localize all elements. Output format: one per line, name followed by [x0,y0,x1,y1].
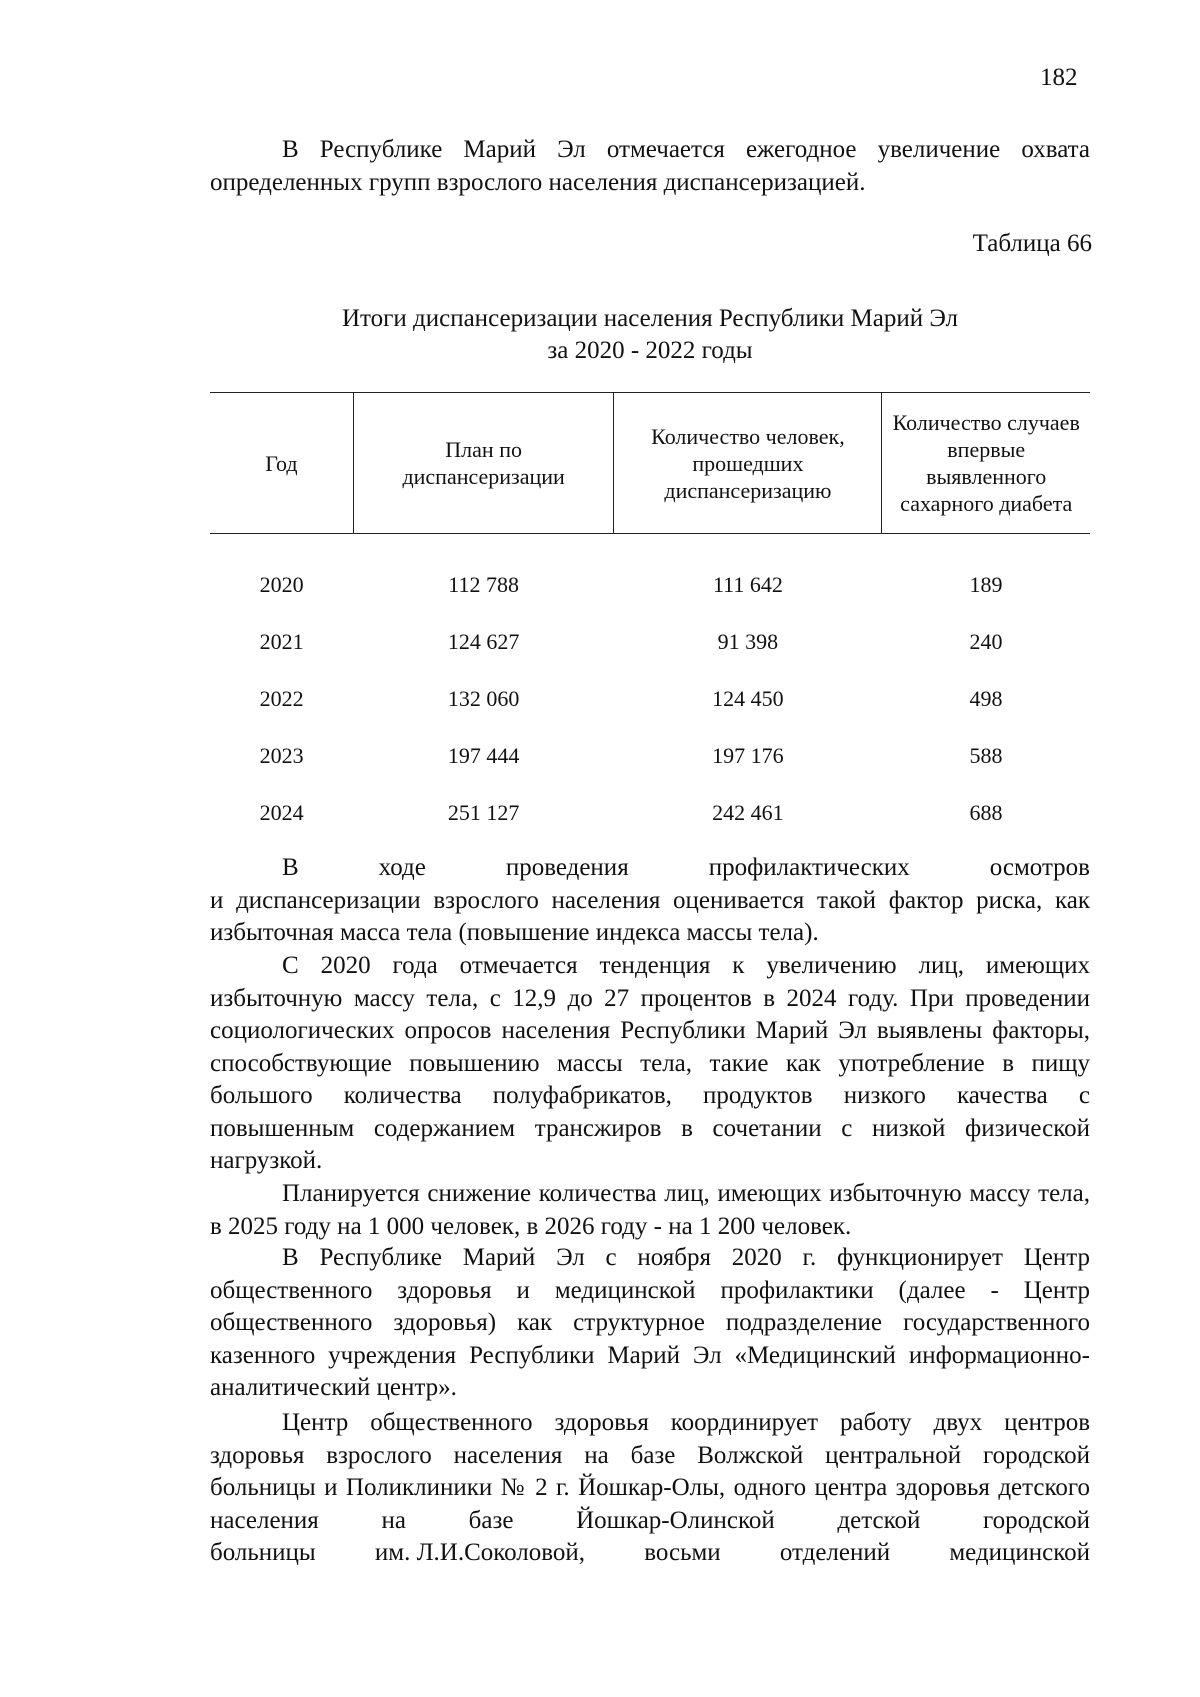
cell-cases: 588 [969,743,1003,768]
paragraph-rest: и диспансеризации взрослого населения оценивается такой фактор риска, как избыточная масса тела (повышение индекса массы тела). [210,886,1090,946]
cell-cases: 498 [969,686,1003,711]
page-number: 182 [1040,64,1078,91]
cell-cases: 240 [969,629,1003,654]
cell-passed: 111 642 [712,572,783,597]
word: медицинской [949,1539,1090,1566]
cell-cases: 189 [969,572,1003,597]
paragraph-first-line [210,852,1090,885]
header-cases: Количество случаев впервые выявленного сахарного диабета [882,393,1090,534]
table-row [210,534,1090,614]
cell-plan: 251 127 [447,800,520,825]
results-table [210,392,1090,841]
cell-plan: 197 444 [447,743,520,768]
paragraph-center [210,1242,1090,1405]
word: профилактических [708,854,910,881]
cell-passed: 124 450 [712,686,784,711]
paragraph-text: Центр общественного здоровья координирует работу двух центров здоровья взрослого населения на базе Волжской центральной городской больницы и Поликлиники № 2 г. Йошкар-Олы, одного центра здоровья детского населения на базе Йошкар-Олинской детской городской [210,1409,1090,1534]
cell-passed: 91 398 [717,629,779,654]
cell-plan: 112 788 [448,572,519,597]
table-row [210,727,1090,784]
intro-paragraph [210,134,1090,199]
cell-plan: 132 060 [447,686,520,711]
paragraph-risk-factor [210,852,1090,950]
table-row [210,613,1090,670]
word: больницы [210,1539,316,1566]
cell-year: 2024 [259,800,304,825]
cell-year: 2021 [259,629,304,654]
paragraph-text: В Республике Марий Эл с ноября 2020 г. функционирует Центр общественного здоровья и медицинской профилактики (далее - Центр общественного здоровья) как структурное подразделение государственного казенного учреждения Республики Марий Эл «Медицинский информационно-аналитический центр». [210,1244,1090,1401]
table-row [210,784,1090,841]
paragraph-trend [210,950,1090,1178]
intro-text: В Республике Марий Эл отмечается ежегодное увеличение охвата определенных групп взрослого населения диспансеризацией. [210,136,1090,196]
word: осмотров [989,854,1090,881]
table-header-row [210,393,1090,534]
word: ходе [378,854,426,881]
table-title-line2: за 2020 - 2022 годы [547,337,753,364]
table-title-line1: Итоги диспансеризации населения Республики Марий Эл [341,305,958,332]
word: проведения [505,854,629,881]
word: восьми [644,1539,721,1566]
cell-passed: 197 176 [712,743,784,768]
paragraph-last-line [210,1537,1090,1570]
cell-cases: 688 [969,800,1003,825]
word: В [282,854,299,881]
cell-plan: 124 627 [447,629,520,654]
paragraph-text: Планируется снижение количества лиц, имеющих избыточную массу тела, в 2025 году на 1 000 человек, в 2026 году - на 1 200 человек. [210,1180,1090,1240]
table-title [210,303,1090,367]
cell-year: 2022 [259,686,304,711]
paragraph-text: С 2020 года отмечается тенденция к увеличению лиц, имеющих избыточную массу тела, с 12,9 до 27 процентов в 2024 году. При проведении социологических опросов населения Республики Марий Эл выявлены факторы, способствующие повышению массы тела, такие как употребление в пищу большого количества полуфабрикатов, продуктов низкого качества с повышенным содержанием трансжиров в сочетании с низкой физической нагрузкой. [210,952,1090,1174]
header-passed: Количество человек, прошедших диспансеризацию [614,393,882,534]
cell-year: 2023 [259,743,304,768]
header-year: Год [210,393,353,534]
word: отделений [779,1539,891,1566]
table-label: Таблица 66 [972,230,1092,257]
cell-year: 2020 [259,572,304,597]
paragraph-plan [210,1178,1090,1243]
header-plan: План по диспансеризации [353,393,614,534]
word: им. Л.И.Соколовой, [374,1539,586,1566]
table-row [210,670,1090,727]
paragraph-coordination [210,1407,1090,1570]
cell-passed: 242 461 [712,800,784,825]
